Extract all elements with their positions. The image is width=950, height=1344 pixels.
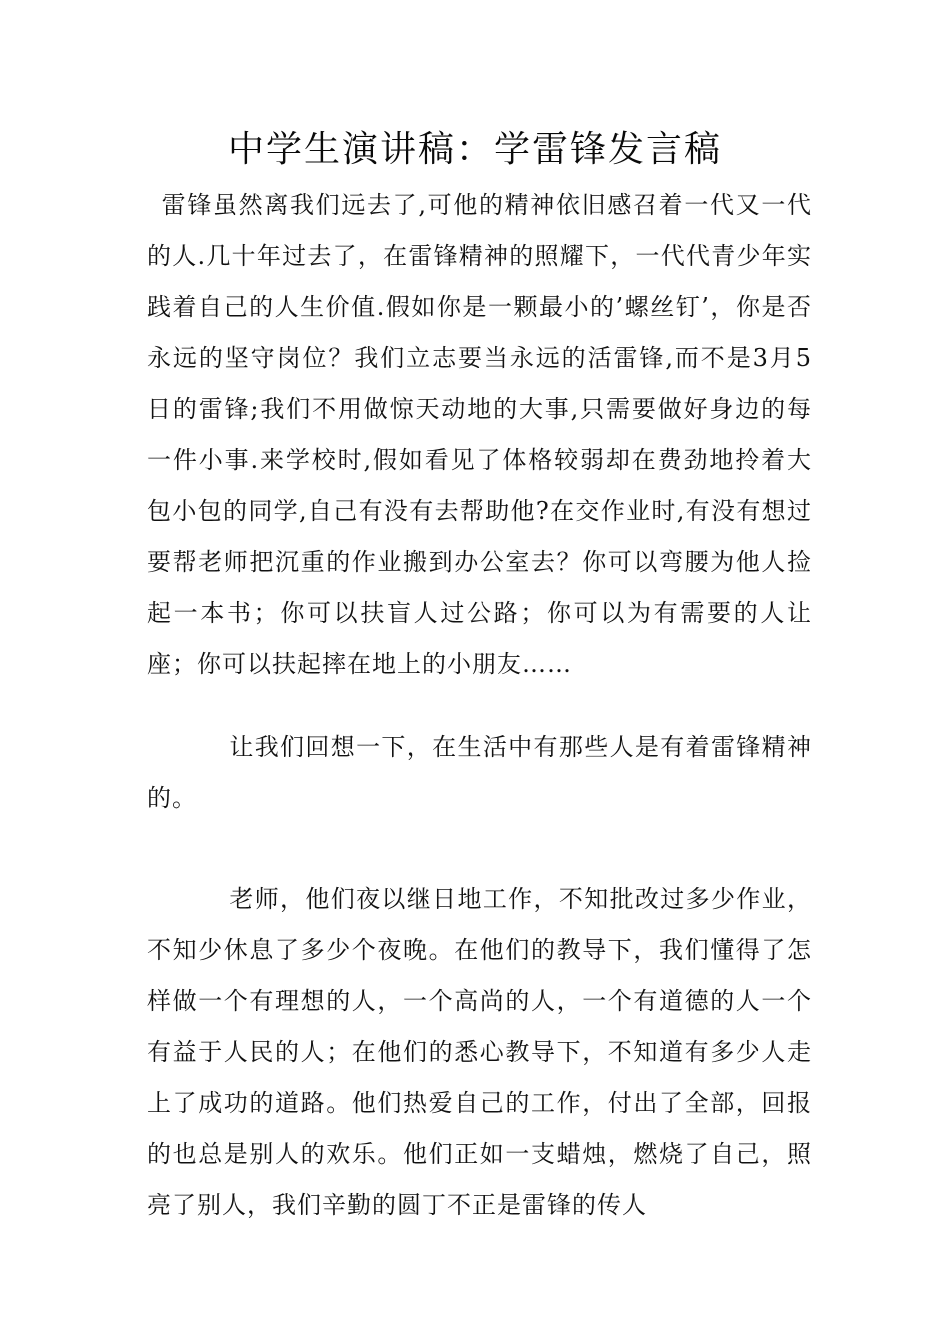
paragraph-3: [147, 874, 812, 1231]
document-title: 中学生演讲稿：学雷锋发言稿: [227, 129, 722, 170]
paragraph-2: [147, 722, 812, 824]
paragraph-2-text: 让我们回想一下，在生活中有那些人是有着雷锋精神的。: [147, 733, 812, 812]
paragraph-3-text: 老师，他们夜以继日地工作，不知批改过多少作业，不知少休息了多少个夜晚。在他们的教导下，我们懂得了怎样做一个有理想的人，一个高尚的人，一个有道德的人一个有益于人民的人；在他们的悉心教导下，不知道有多少人走上了成功的道路。他们热爱自己的工作，付出了全部，回报的也总是别人的欢乐。他们正如一支蜡烛，燃烧了自己，照亮了别人，我们辛勤的圆丁不正是雷锋的传人: [147, 885, 812, 1219]
paragraph-1-text: 雷锋虽然离我们远去了,可他的精神依旧感召着一代又一代的人.几十年过去了，在雷锋精神的照耀下，一代代青少年实践着自己的人生价值.假如你是一颗最小的’螺丝钉’，你是否永远的坚守岗位？我们立志要当永远的活雷锋,而不是3月5日的雷锋;我们不用做惊天动地的大事,只需要做好身边的每一件小事.来学校时,假如看见了体格较弱却在费劲地拎着大包小包的同学,自己有没有去帮助他?在交作业时,有没有想过要帮老师把沉重的作业搬到办公室去？你可以弯腰为他人捡起一本书；你可以扶盲人过公路；你可以为有需要的人让座；你可以扶起摔在地上的小朋友……: [147, 191, 812, 678]
paragraph-1: [147, 180, 812, 690]
